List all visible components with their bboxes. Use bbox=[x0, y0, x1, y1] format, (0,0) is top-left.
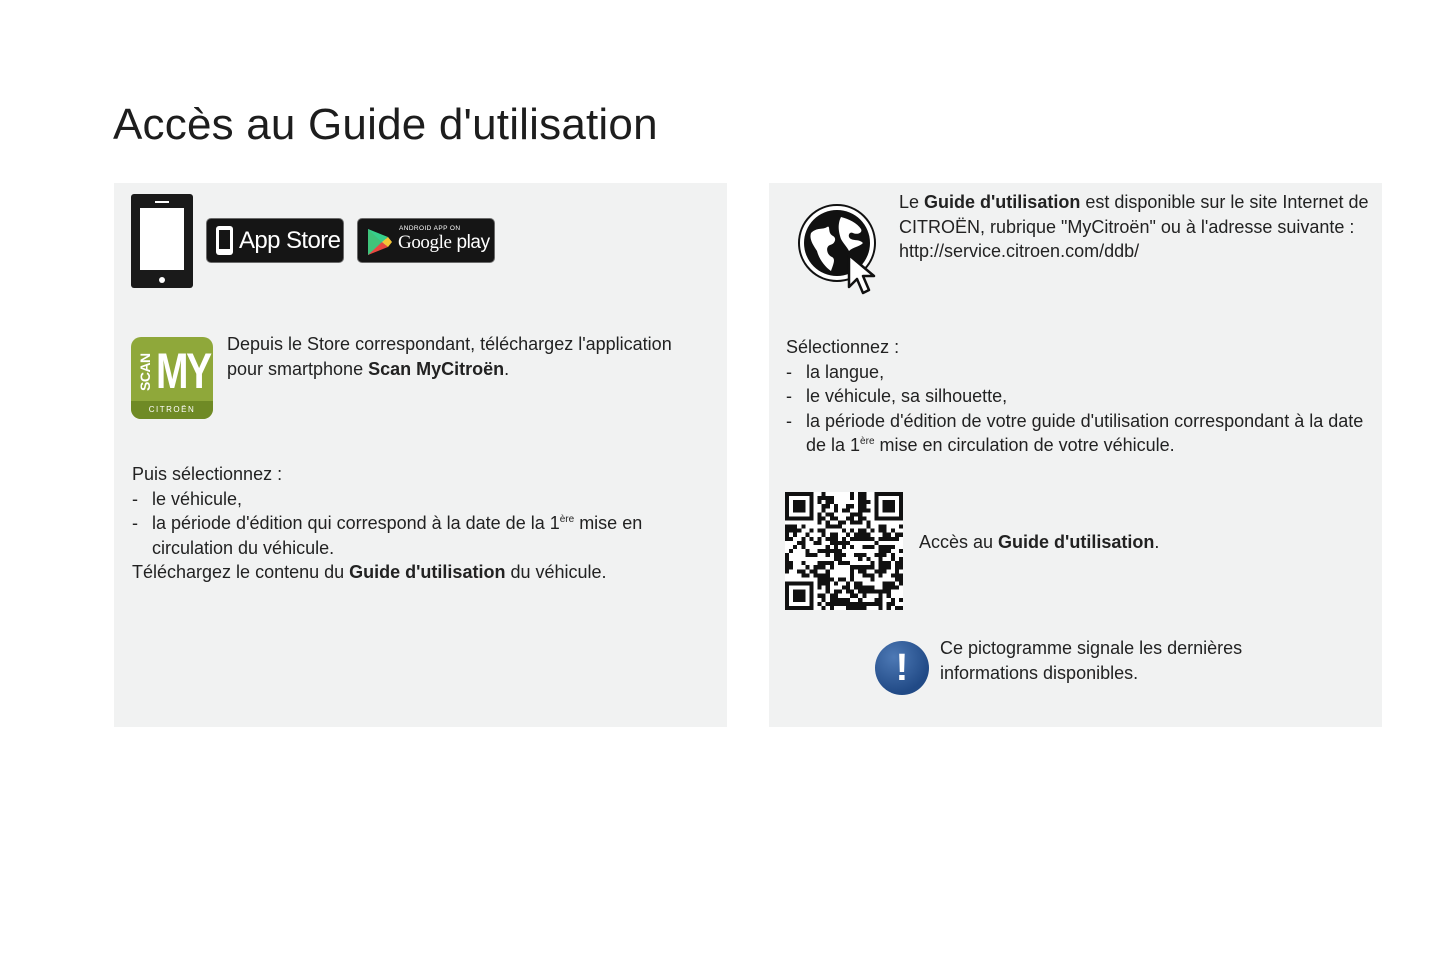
select-instructions bbox=[786, 335, 1366, 458]
google-play-caption: ANDROID APP ON bbox=[399, 225, 461, 232]
apple-phone-icon bbox=[216, 226, 233, 255]
list-item: - le véhicule, bbox=[132, 487, 692, 512]
page-title: Accès au Guide d'utilisation bbox=[113, 100, 658, 149]
scan-mycitroen-app-icon: SCAN MY CITROËN bbox=[131, 337, 213, 419]
google-play-icon bbox=[366, 228, 394, 256]
info-text: Ce pictogramme signale les dernières informations disponibles. bbox=[940, 638, 1243, 683]
guide-url-link[interactable]: http://service.citroen.com/ddb/ bbox=[899, 241, 1140, 261]
info-exclamation-icon: ! bbox=[875, 641, 929, 695]
qr-code-icon[interactable] bbox=[785, 492, 903, 610]
google-play-badge[interactable] bbox=[357, 218, 495, 263]
website-text: Le Guide d'utilisation est disponible sur le site Internet de CITROËN, rubrique "MyCitroën" ou à l'adresse suivante : http://service.citroen.com/ddb/ bbox=[899, 192, 1369, 261]
list-item: - la langue, bbox=[786, 360, 1366, 385]
globe-cursor-icon bbox=[797, 203, 893, 299]
list-item: - le véhicule, sa silhouette, bbox=[786, 384, 1366, 409]
app-download-text: Depuis le Store correspondant, téléchargez l'application pour smartphone Scan MyCitroën. bbox=[227, 334, 672, 379]
web-access-panel bbox=[769, 183, 1382, 727]
app-store-badge[interactable] bbox=[206, 218, 344, 263]
app-access-panel bbox=[114, 183, 727, 727]
select-heading: Sélectionnez : bbox=[786, 337, 900, 357]
app-store-label: App Store bbox=[239, 227, 341, 254]
qr-caption: Accès au Guide d'utilisation. bbox=[919, 532, 1160, 552]
download-text: Téléchargez le contenu du Guide d'utilisation du véhicule. bbox=[132, 562, 607, 582]
google-play-label: Google play bbox=[398, 232, 490, 253]
select-heading: Puis sélectionnez : bbox=[132, 464, 283, 484]
list-item: - la période d'édition qui correspond à la date de la 1ère mise en circulation du véhicule. bbox=[132, 511, 692, 560]
select-instructions bbox=[132, 462, 692, 585]
tablet-icon bbox=[131, 194, 193, 288]
list-item: - la période d'édition de votre guide d'utilisation correspondant à la date de la 1ère mise en circulation de votre véhicule. bbox=[786, 409, 1366, 458]
